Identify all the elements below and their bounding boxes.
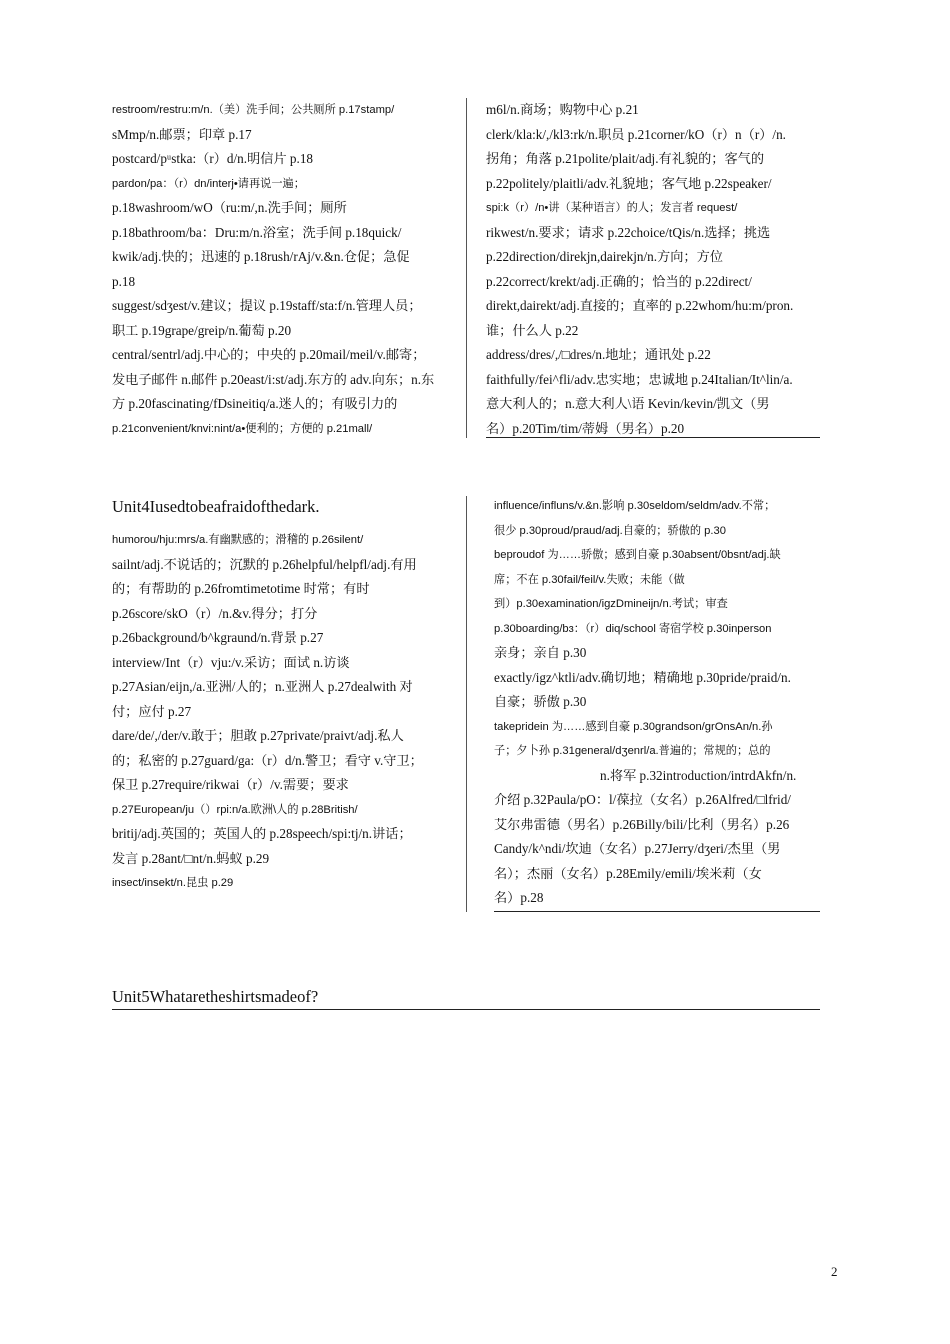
vocab-line: 保卫 p.27require/rikwai（r）/v.需要；要求 (112, 777, 349, 792)
vocab-line: direkt,dairekt/adj.直接的；直率的 p.22whom/hu:m/pron. (486, 298, 794, 313)
vocab-line: influence/influns/v.&n.影响 p.30seldom/seldm/adv.不常； (494, 500, 776, 512)
vocab-line: 意大利人的；n.意大利人\语 Kevin/kevin/凯文（男 (486, 396, 770, 411)
unit5-heading: Unit5Whataretheshirtsmadeof? (112, 987, 319, 1006)
vocab-line: p.22direction/direkjn,dairekjn/n.方向；方位 (486, 249, 723, 264)
vocab-line: 名）p.28 (494, 890, 544, 905)
block1-right-column (486, 98, 822, 441)
vocab-line: m6l/n.商场；购物中心 p.21 (486, 102, 639, 117)
vocab-line: 亲身；亲自 p.30 (494, 645, 587, 660)
vocab-line: humorou/hju:mrs/a.有幽默感的；滑稽的 p.26silent/ (112, 534, 364, 546)
vocab-line: postcard/pᵘstka:（r）d/n.明信片 p.18 (112, 151, 314, 166)
vocab-line: clerk/kla:k/,/kl3:rk/n.职员 p.21corner/kO（r）n（r）/n. (486, 126, 786, 142)
vocab-line: pardon/pa：（r）dn/interj•请再说一遍； (112, 177, 305, 190)
page-number: 2 (831, 1264, 838, 1279)
vocab-line: 自豪；骄傲 p.30 (494, 694, 587, 709)
block1-left-column (112, 98, 460, 441)
unit4-heading: Unit4Iusedtobeafraidofthedark. (112, 497, 320, 516)
vocab-line: p.27Asian/eijn,/a.亚洲/人的；n.亚洲人 p.27dealwith 对 (112, 679, 413, 694)
vocab-line: central/sentrl/adj.中心的；中央的 p.20mail/meil/v.邮寄； (112, 347, 426, 362)
vocab-line: p.18 (112, 273, 136, 289)
vocab-line: address/dres/,/□dres/n.地址；通讯处 p.22 (486, 347, 711, 362)
vocab-line: takepridein 为……感到自豪 p.30grandson/grOnsAn/n.孙 (494, 720, 773, 733)
vocab-line: 名）；杰丽（女名）p.28Emily/emili/埃米莉（女 (494, 865, 762, 881)
vocab-line: p.21convenient/knvi:nint/a•便利的；方便的 p.21mall/ (112, 422, 373, 435)
vocab-line: insect/insekt/n.昆虫 p.29 (112, 877, 234, 889)
vocab-line: 谁；什么人 p.22 (486, 322, 579, 338)
vocab-line: exactly/igz^ktli/adv.确切地；精确地 p.30pride/praid/n. (494, 669, 791, 685)
block2-right-column (494, 494, 822, 911)
vocab-line: Candy/k^ndi/坎迪（女名）p.27Jerry/dʒeri/杰里（男 (494, 841, 781, 856)
vocab-line: p.18washroom/wO（ru:m/,n.洗手间；厕所 (112, 200, 347, 215)
vocab-line: p.26background/b^kgraund/n.背景 p.27 (112, 630, 324, 645)
vocab-line: p.26score/skO（r）/n.&v.得分；打分 (112, 605, 318, 621)
vocab-line: p.22correct/krekt/adj.正确的；恰当的 p.22direct/ (486, 273, 752, 289)
vocab-line: p.18bathroom/ba：Dru:m/n.浴室；洗手间 p.18quick/ (112, 224, 402, 240)
vocab-line: 名）p.20Tim/tim/蒂姆（男名）p.20 (486, 420, 685, 436)
vocab-line: 的；有帮助的 p.26fromtimetotime 时常；有时 (112, 581, 370, 596)
vocab-line: 发电子邮件 n.邮件 p.20east/i:st/adj.东方的 adv.向东；n.东 (112, 371, 435, 387)
vocab-line: suggest/sdʒest/v.建议；提议 p.19staff/sta:f/n.管理人员； (112, 298, 422, 313)
vocab-line: n.将军 p.32introduction/intrdAkfn/n. (600, 767, 797, 783)
vocab-line: spi:k（r）/n•讲（某种语言）的人；发言者 request/ (486, 202, 738, 214)
vocab-line: beproudof 为……骄傲；感到自豪 p.30absent/0bsnt/adj.缺 (494, 549, 781, 561)
vocab-line: 介绍 p.32Paula/pO：l/葆拉（女名）p.26Alfred/□lfrid/ (494, 792, 791, 807)
vocab-line: 发言 p.28ant/□nt/n.蚂蚁 p.29 (112, 850, 270, 866)
vocab-line: dare/de/,/der/v.敢于；胆敢 p.27private/praivt/adj.私人 (112, 728, 404, 743)
vocab-line: faithfully/fei^fli/adv.忠实地；忠诚地 p.24Italian/It^lin/a. (486, 371, 793, 387)
vocab-line: 的；私密的 p.27guard/ga:（r）d/n.警卫；看守 v.守卫； (112, 752, 423, 768)
unit5-underline (112, 1009, 820, 1010)
vocab-line: interview/Int（r）vju:/v.采访；面试 n.访谈 (112, 654, 350, 670)
vocab-line: 很少 p.30proud/praud/adj.自豪的；骄傲的 p.30 (494, 524, 726, 537)
vocab-line: restroom/restru:m/n.（美）洗手间；公共厕所 p.17stamp/ (112, 104, 395, 116)
vocab-line: p.30boarding/bɜ：（r）diq/school 寄宿学校 p.30inperson (494, 622, 772, 635)
vocab-line: rikwest/n.要求；请求 p.22choice/tQis/n.选择；挑选 (486, 224, 771, 240)
vocab-line: 到）p.30examination/igzDmineiјn/n.考试；审查 (494, 598, 728, 610)
vocab-line: 拐角；角落 p.21polite/plait/adj.有礼貌的；客气的 (486, 151, 765, 166)
vocab-line: 付；应付 p.27 (112, 703, 192, 719)
vocab-line: 职工 p.19grape/greip/n.葡萄 p.20 (112, 322, 292, 338)
vocab-line: 子；夕卜孙 p.31general/dʒenrl/a.普遍的；常规的；总的 (494, 745, 771, 757)
vocab-line: 方 p.20fascinating/fDsineitiq/a.迷人的；有吸引力的 (112, 396, 398, 411)
vocab-line: britij/adj.英国的；英国人的 p.28speech/spi:tj/n.讲话； (112, 826, 412, 841)
vocab-line: sMmp/n.邮票；印章 p.17 (112, 126, 252, 142)
vocab-line: kwik/adj.快的；迅速的 p.18rush/rAj/v.&n.仓促；急促 (112, 249, 410, 264)
column-divider (466, 98, 467, 438)
vocab-line: 艾尔弗雷德（男名）p.26Billy/bili/比利（男名）p.26 (494, 816, 790, 832)
block2-right-underline (494, 911, 820, 912)
vocab-line: p.22politely/plaitli/adv.礼貌地；客气地 p.22speaker/ (486, 175, 772, 191)
column-divider (466, 496, 467, 912)
vocab-line: sailnt/adj.不说话的；沉默的 p.26helpful/helpfl/adj.有用 (112, 556, 417, 572)
vocab-line: 席；不在 p.30fail/feil/v.失败；未能（做 (494, 573, 685, 586)
block2-left-column (112, 528, 460, 896)
vocab-line: p.27European/ju（）rpi:n/a.欧洲\人的 p.28British/ (112, 803, 358, 816)
block1-right-underline (486, 437, 820, 438)
